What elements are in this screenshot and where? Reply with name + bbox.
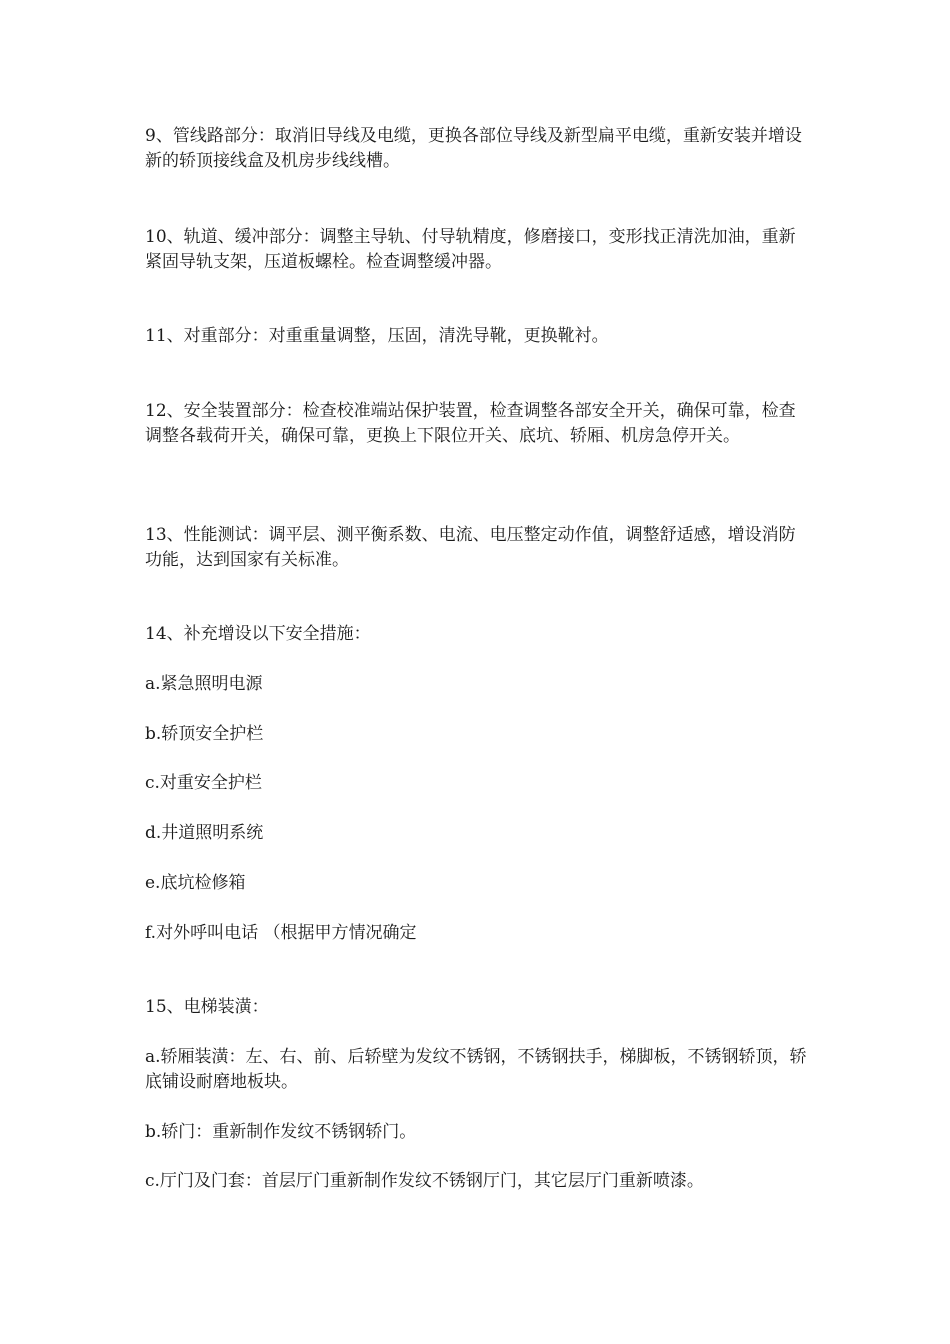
- list-item-14c: c.对重安全护栏: [145, 773, 262, 793]
- paragraph-item-15: 15、电梯装潢：: [145, 997, 269, 1017]
- list-item-14a: a.紧急照明电源: [145, 674, 263, 694]
- list-item-15b: b.轿门：重新制作发纹不锈钢轿门。: [145, 1122, 417, 1142]
- paragraph-item-14: 14、补充增设以下安全措施：: [145, 624, 371, 644]
- list-item-14e: e.底坑检修箱: [145, 873, 246, 893]
- paragraph-item-11: 11、对重部分：对重重量调整，压固，清洗导靴，更换靴衬。: [145, 326, 609, 346]
- list-item-15c: c.厅门及门套：首层厅门重新制作发纹不锈钢厅门，其它层厅门重新喷漆。: [145, 1171, 704, 1191]
- paragraph-item-13: 13、性能测试：调平层、测平衡系数、电流、电压整定动作值，调整舒适感，增设消防功能，达到国家有关标准。: [145, 525, 796, 570]
- paragraph-item-9: 9、管线路部分：取消旧导线及电缆，更换各部位导线及新型扁平电缆，重新安装并增设新的轿顶接线盒及机房步线线槽。: [145, 126, 802, 171]
- paragraph-item-10: 10、轨道、缓冲部分：调整主导轨、付导轨精度，修磨接口，变形找正清洗加油，重新紧固导轨支架，压道板螺栓。检查调整缓冲器。: [145, 227, 796, 272]
- list-item-14f: f.对外呼叫电话 （根据甲方情况确定: [145, 923, 417, 943]
- list-item-15a: a.轿厢装潢：左、右、前、后轿壁为发纹不锈钢，不锈钢扶手，梯脚板，不锈钢轿顶，轿底铺设耐磨地板块。: [145, 1047, 807, 1092]
- list-item-14b: b.轿顶安全护栏: [145, 724, 264, 744]
- paragraph-item-12: 12、安全装置部分：检查校准端站保护装置，检查调整各部安全开关，确保可靠，检查调整各载荷开关，确保可靠，更换上下限位开关、底坑、轿厢、机房急停开关。: [145, 401, 796, 446]
- list-item-14d: d.井道照明系统: [145, 823, 264, 843]
